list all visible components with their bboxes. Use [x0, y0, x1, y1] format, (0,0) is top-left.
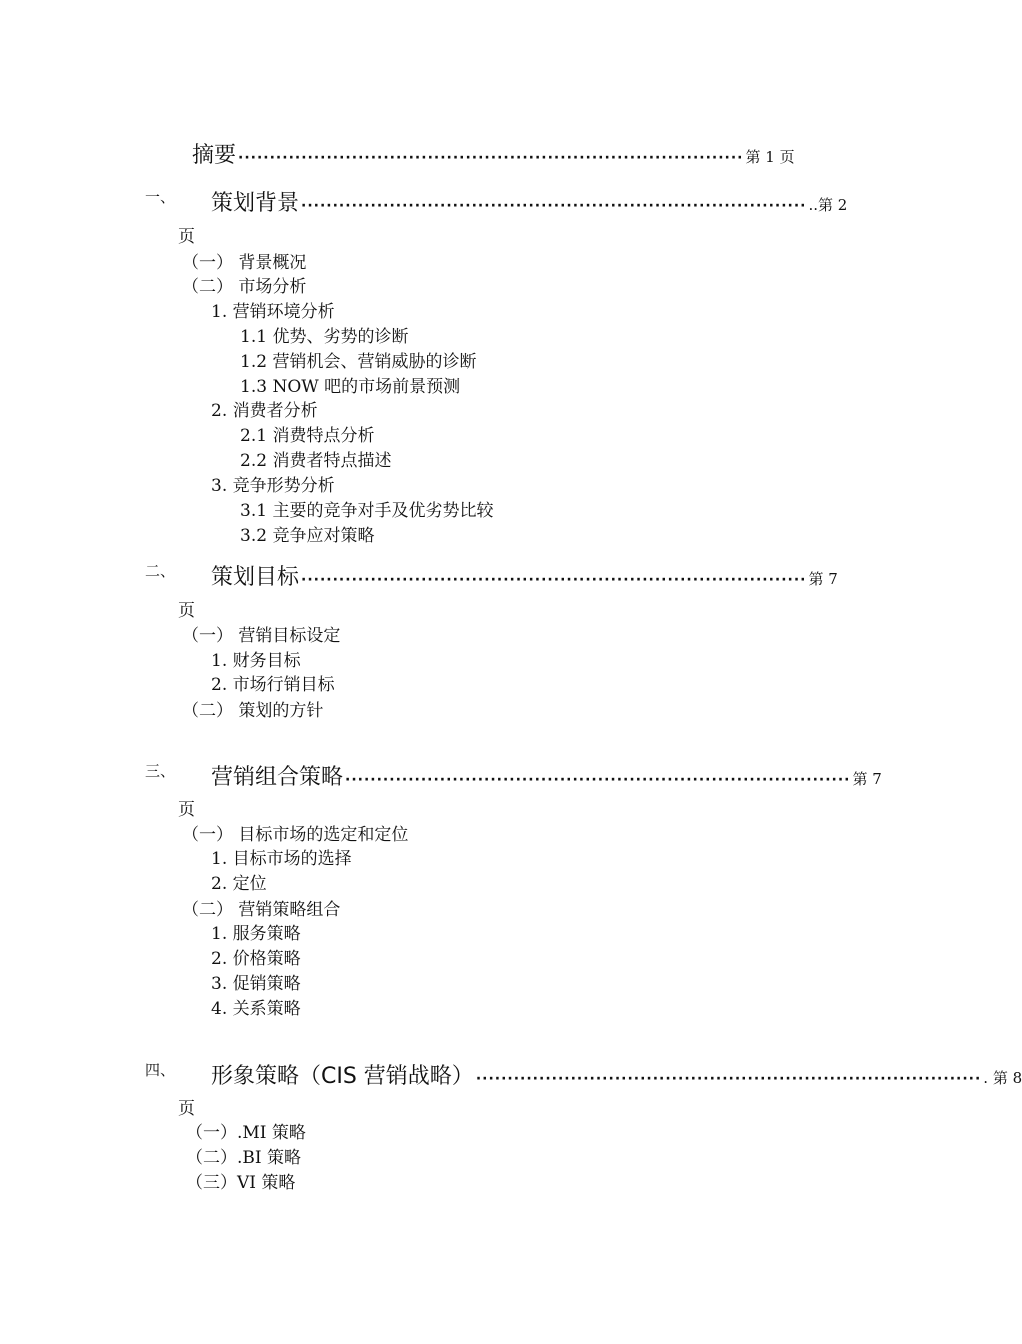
- toc-summary-page: 第 1 页: [745, 148, 795, 166]
- toc-sub-item: （一） 营销目标设定: [182, 626, 341, 646]
- toc-section-title: 策划目标: [211, 565, 300, 590]
- toc-section-1: [145, 186, 848, 217]
- toc-section-4: [145, 1059, 1022, 1090]
- leader-dots: ················································································: [475, 1071, 982, 1087]
- toc-page-wrap: 页: [178, 601, 195, 621]
- toc-item: 1. 营销环境分析: [211, 302, 335, 322]
- toc-item: 2.2 消费者特点描述: [240, 451, 392, 471]
- toc-section-2: [145, 560, 838, 591]
- leader-dots: ················································································: [238, 150, 744, 166]
- toc-item: 4. 关系策略: [211, 999, 301, 1019]
- toc-sub-item: （一）.MI 策略: [186, 1123, 306, 1143]
- toc-section-title: 形象策略（CIS 营销战略）: [211, 1064, 474, 1089]
- toc-sub-item: （三）VI 策略: [186, 1173, 296, 1193]
- toc-item: 1. 服务策略: [211, 924, 301, 944]
- leader-dots: ················································································: [345, 772, 851, 788]
- toc-section-number: 二、: [145, 562, 176, 580]
- toc-section-page: 第 7: [852, 770, 882, 788]
- toc-sub-item: （二） 营销策略组合: [182, 900, 341, 920]
- toc-section-number: 一、: [145, 188, 176, 206]
- toc-section-page: . 第 8: [983, 1069, 1022, 1087]
- toc-summary-title: 摘要: [192, 143, 237, 168]
- toc-summary-entry: [192, 138, 795, 169]
- toc-section-number: 三、: [145, 762, 176, 780]
- toc-item: 2. 市场行销目标: [211, 675, 335, 695]
- toc-item: 1.2 营销机会、营销威胁的诊断: [240, 352, 477, 372]
- toc-page-wrap: 页: [178, 800, 195, 820]
- toc-item: 2.1 消费特点分析: [240, 426, 375, 446]
- toc-item: 1. 目标市场的选择: [211, 849, 352, 869]
- leader-dots: ················································································: [301, 198, 807, 214]
- toc-item: 1.3 NOW 吧的市场前景预测: [240, 377, 461, 397]
- toc-item: 2. 价格策略: [211, 949, 301, 969]
- leader-dots: ················································································: [301, 572, 807, 588]
- toc-section-3: [145, 760, 882, 791]
- toc-section-number: 四、: [145, 1061, 176, 1079]
- toc-item: 2. 消费者分析: [211, 401, 318, 421]
- toc-sub-item: （二） 市场分析: [182, 277, 307, 297]
- toc-item: 3.1 主要的竞争对手及优劣势比较: [240, 501, 494, 521]
- toc-sub-item: （一） 背景概况: [182, 253, 307, 273]
- toc-sub-item: （二） 策划的方针: [182, 701, 324, 721]
- toc-item: 3. 促销策略: [211, 974, 301, 994]
- toc-section-page: 第 7: [808, 570, 838, 588]
- toc-item: 3. 竞争形势分析: [211, 476, 335, 496]
- toc-page-wrap: 页: [178, 227, 195, 247]
- toc-sub-item: （一） 目标市场的选定和定位: [182, 825, 409, 845]
- toc-section-page: ..第 2: [808, 196, 848, 214]
- toc-item: 2. 定位: [211, 874, 267, 894]
- toc-item: 1.1 优势、劣势的诊断: [240, 327, 409, 347]
- toc-page-wrap: 页: [178, 1099, 195, 1119]
- toc-section-title: 营销组合策略: [211, 765, 344, 790]
- toc-section-title: 策划背景: [211, 191, 300, 216]
- toc-item: 1. 财务目标: [211, 651, 301, 671]
- toc-sub-item: （二）.BI 策略: [186, 1148, 302, 1168]
- toc-item: 3.2 竞争应对策略: [240, 526, 375, 546]
